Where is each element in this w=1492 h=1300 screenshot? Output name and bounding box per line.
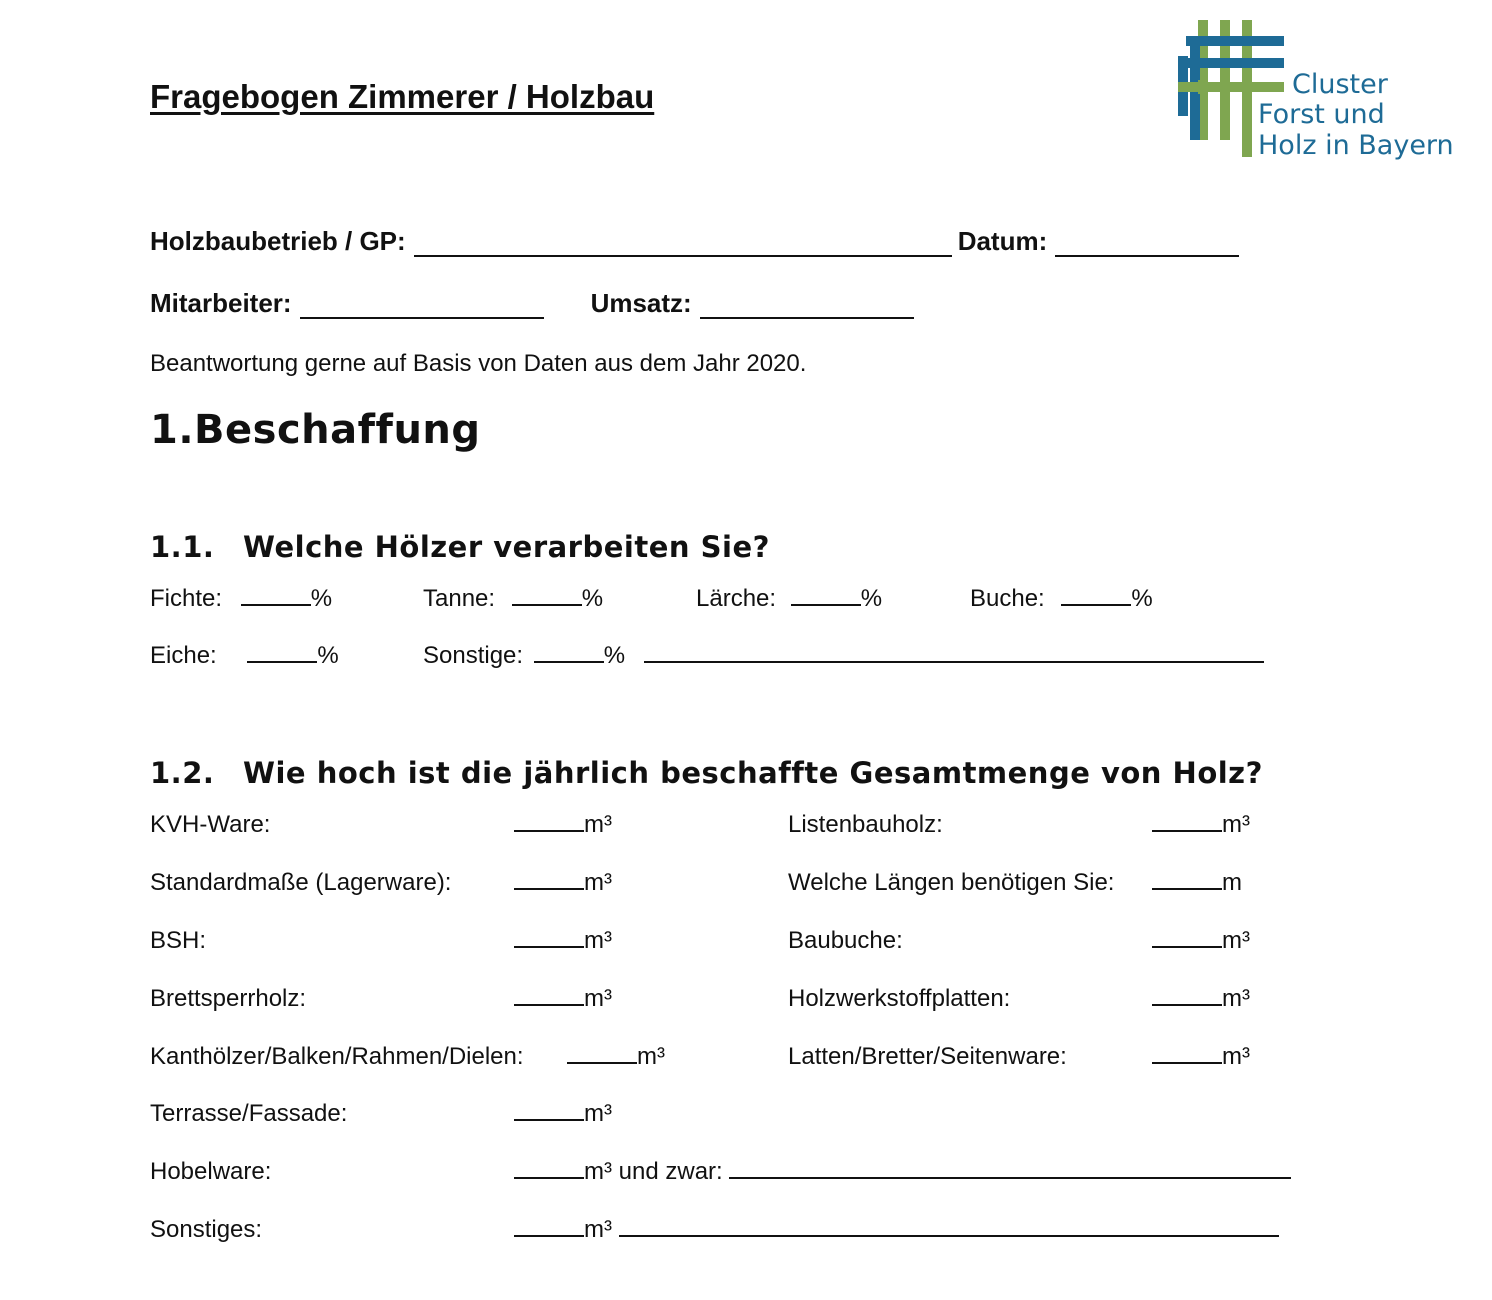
percent-unit: % (317, 642, 339, 669)
answer-note: Beantwortung gerne auf Basis von Daten aus dem Jahr 2020. (150, 350, 807, 377)
quantity-input-line[interactable] (514, 829, 584, 832)
percent-input-line[interactable] (247, 660, 317, 663)
wood-laerche-field (696, 585, 882, 613)
document-title: Fragebogen Zimmerer / Holzbau (150, 78, 655, 115)
wood-buche-field (970, 585, 1153, 613)
wood-fichte-field (150, 585, 332, 613)
other-detail-input-line[interactable] (619, 1234, 1279, 1237)
quantity-field (514, 811, 612, 839)
employees-label: Mitarbeiter: (150, 288, 292, 318)
unit: m³ (1222, 927, 1250, 954)
percent-input-line[interactable] (534, 660, 604, 663)
date-input-line[interactable] (1055, 229, 1239, 257)
percent-unit: % (603, 642, 626, 669)
quantity-input-line[interactable] (514, 1176, 584, 1179)
quantity-input-line[interactable] (514, 945, 584, 948)
quantity-field (567, 1043, 665, 1071)
other-wood-input-line[interactable] (644, 660, 1264, 663)
company-input-line[interactable] (414, 229, 952, 257)
quantity-item-label: Standardmaße (Lagerware): (150, 869, 452, 896)
percent-input-line[interactable] (791, 603, 861, 606)
quantity-field (1152, 985, 1250, 1013)
quantity-input-line[interactable] (514, 1003, 584, 1006)
section-heading: 1.Beschaffung (150, 407, 481, 453)
quantity-item-label: Brettsperrholz: (150, 985, 307, 1012)
unit: m³ (584, 1100, 612, 1127)
quantity-item-label: Welche Längen benötigen Sie: (788, 869, 1115, 896)
quantity-field (1152, 811, 1250, 839)
quantity-field (514, 1216, 1279, 1244)
question-1-2-text: Wie hoch ist die jährlich beschaffte Gesamtmenge von Holz? (243, 756, 1263, 790)
company-label: Holzbaubetrieb / GP: (150, 226, 406, 256)
planed-goods-detail-input-line[interactable] (729, 1176, 1291, 1179)
employees-input-line[interactable] (300, 291, 544, 319)
percent-input-line[interactable] (512, 603, 582, 606)
quantity-input-line[interactable] (1152, 829, 1222, 832)
wood-label: Lärche: (696, 585, 777, 612)
quantity-field (514, 869, 612, 897)
logo-text-line1: Cluster (1292, 69, 1388, 100)
quantity-field (514, 1158, 1291, 1186)
quantity-field (514, 985, 612, 1013)
quantity-input-line[interactable] (1152, 887, 1222, 890)
unit: m³ (1222, 985, 1250, 1012)
percent-unit: % (310, 585, 333, 612)
percent-unit: % (1131, 585, 1153, 612)
percent-input-line[interactable] (241, 603, 311, 606)
revenue-label: Umsatz: (590, 288, 692, 318)
wood-label: Sonstige: (423, 642, 524, 669)
revenue-input-line[interactable] (700, 291, 914, 319)
quantity-item-label: Latten/Bretter/Seitenware: (788, 1043, 1067, 1070)
quantity-input-line[interactable] (514, 1234, 584, 1237)
percent-unit: % (581, 585, 604, 612)
quantity-item-label: Baubuche: (788, 927, 903, 954)
quantity-field (1152, 1043, 1250, 1071)
quantity-item-label: Sonstiges: (150, 1216, 263, 1243)
quantity-field (1152, 927, 1250, 955)
extra-label: und zwar: (618, 1158, 723, 1185)
quantity-field (514, 1100, 612, 1128)
quantity-input-line[interactable] (1152, 945, 1222, 948)
unit: m³ (584, 869, 612, 896)
logo-text-line3: Holz in Bayern (1258, 130, 1454, 161)
quantity-item-label: Holzwerkstoffplatten: (788, 985, 1011, 1012)
wood-label: Tanne: (423, 585, 496, 612)
cluster-logo (1178, 20, 1458, 165)
company-date-row (150, 226, 1239, 257)
quantity-input-line[interactable] (567, 1061, 637, 1064)
quantity-field (514, 927, 612, 955)
wood-label: Eiche: (150, 642, 217, 669)
quantity-field (1152, 869, 1242, 897)
unit: m³ (1222, 1043, 1250, 1070)
unit: m³ (637, 1043, 665, 1070)
unit: m³ (584, 811, 612, 838)
unit: m³ (1222, 811, 1250, 838)
quantity-input-line[interactable] (1152, 1061, 1222, 1064)
wood-sonstige-field (423, 642, 1264, 670)
unit: m (1222, 869, 1242, 896)
wood-label: Buche: (970, 585, 1045, 612)
unit: m³ (584, 985, 612, 1012)
quantity-item-label: KVH-Ware: (150, 811, 271, 838)
unit: m³ (584, 927, 612, 954)
quantity-item-label: Hobelware: (150, 1158, 272, 1185)
percent-unit: % (860, 585, 883, 612)
quantity-input-line[interactable] (514, 887, 584, 890)
quantity-item-label: Kanthölzer/Balken/Rahmen/Dielen: (150, 1043, 524, 1070)
wood-eiche-field (150, 642, 339, 670)
wood-label: Fichte: (150, 585, 223, 612)
percent-input-line[interactable] (1061, 603, 1131, 606)
wood-tanne-field (423, 585, 603, 613)
question-1-2-number: 1.2. (150, 756, 215, 790)
employees-revenue-row (150, 288, 914, 319)
quantity-item-label: BSH: (150, 927, 207, 954)
quantity-input-line[interactable] (1152, 1003, 1222, 1006)
logo-text-line2: Forst und (1258, 99, 1385, 130)
unit: m³ (584, 1216, 612, 1243)
question-1-1-number: 1.1. (150, 530, 215, 564)
unit: m³ (584, 1158, 612, 1185)
question-1-1-text: Welche Hölzer verarbeiten Sie? (243, 530, 770, 564)
date-label: Datum: (957, 226, 1048, 256)
quantity-item-label: Listenbauholz: (788, 811, 943, 838)
quantity-item-label: Terrasse/Fassade: (150, 1100, 348, 1127)
quantity-input-line[interactable] (514, 1118, 584, 1121)
